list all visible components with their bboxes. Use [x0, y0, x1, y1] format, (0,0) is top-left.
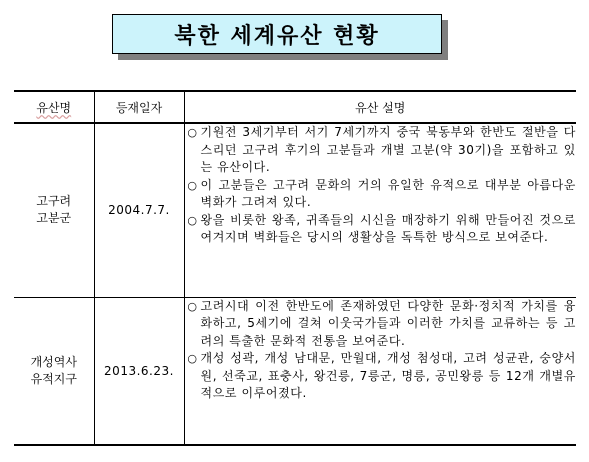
description-item: ○ 개성 성곽, 개성 남대문, 만월대, 개성 첨성대, 고려 성균관, 숭양서원, 선죽교, 표충사, 왕건릉, 7릉군, 명릉, 공민왕릉 등 12개 개별유적으로 이루어졌다. [185, 350, 577, 403]
heritage-name [14, 297, 94, 445]
bullet-circle-icon: ○ [187, 299, 198, 313]
description-item: ○ 이 고분들은 고구려 문화의 거의 유일한 유적으로 대부분 아름다운 벽화가 그려져 있다. [185, 177, 577, 212]
header-heritage-name: 유산명 [14, 91, 94, 123]
title-banner [112, 14, 452, 62]
heritage-name [14, 123, 94, 297]
heritage-name-line: 개성역사 [30, 354, 77, 369]
registration-date: 2013.6.23. [94, 297, 184, 445]
description-item: ○ 왕을 비롯한 왕족, 귀족들의 시신을 매장하기 위해 만들어진 것으로 여겨지며 벽화들은 당시의 생활상을 독특한 방식으로 보여준다. [185, 212, 577, 247]
description-item: ○ 고려시대 이전 한반도에 존재하였던 다양한 문화·정치적 가치를 융화하고, 5세기에 걸쳐 이웃국가들과 이러한 가치를 교류하는 등 고려의 특출한 문화적 전통을 보여준다. [185, 298, 577, 351]
heritage-name-line: 유적지구 [30, 371, 77, 386]
heritage-table [14, 90, 576, 446]
description-item: ○ 기원전 3세기부터 서기 7세기까지 중국 북동부와 한반도 절반을 다스리던 고구려 후기의 고분들과 개별 고분(약 30기)을 포함하고 있는 유산이다. [185, 124, 577, 177]
table-row [14, 297, 576, 445]
bullet-circle-icon: ○ [187, 126, 198, 139]
table-row [14, 123, 576, 297]
heritage-description [184, 297, 576, 445]
header-registration-date: 등재일자 [94, 91, 184, 123]
bullet-circle-icon: ○ [187, 213, 198, 227]
heritage-description [184, 123, 576, 297]
heritage-name-line: 고구려 [36, 194, 72, 209]
header-heritage-description: 유산 설명 [184, 91, 576, 123]
heritage-name-line: 고분군 [36, 211, 72, 226]
table-header-row [14, 91, 576, 123]
registration-date: 2004.7.7. [94, 123, 184, 297]
bullet-circle-icon: ○ [187, 178, 198, 192]
bullet-circle-icon: ○ [187, 352, 198, 365]
page-title: 북한 세계유산 현황 [112, 14, 442, 54]
